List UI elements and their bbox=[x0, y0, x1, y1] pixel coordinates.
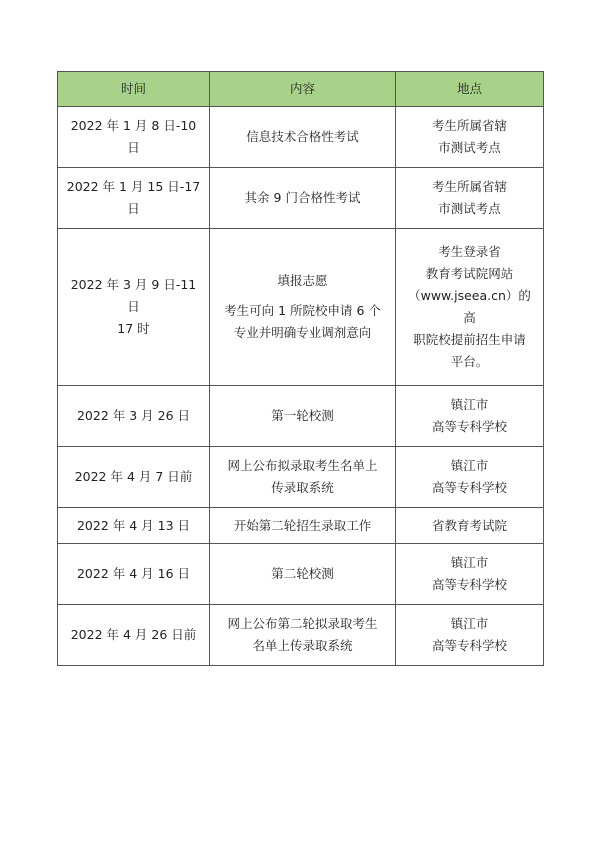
place-text: 镇江市 bbox=[450, 458, 489, 473]
content-text: 网上公布第二轮拟录取考生 bbox=[227, 616, 378, 631]
place-cell bbox=[396, 544, 544, 605]
content-cell bbox=[210, 386, 396, 447]
place-cell bbox=[396, 605, 544, 666]
content-cell bbox=[210, 447, 396, 508]
time-cell bbox=[58, 386, 210, 447]
content-text: 开始第二轮招生录取工作 bbox=[233, 517, 372, 533]
place-cell bbox=[396, 447, 544, 508]
place-cell bbox=[396, 508, 544, 544]
content-cell bbox=[210, 605, 396, 666]
place-text: 高等专科学校 bbox=[431, 419, 507, 434]
place-text: 平台。 bbox=[450, 354, 489, 369]
place-url-text: （www.jseea.cn）的高 bbox=[408, 288, 531, 325]
place-cell bbox=[396, 168, 544, 229]
time-text: 2022 年 4 月 16 日 bbox=[76, 566, 191, 581]
place-cell bbox=[396, 107, 544, 168]
time-cell bbox=[58, 447, 210, 508]
content-text: 第一轮校测 bbox=[271, 408, 334, 423]
place-text: 考生所属省辖 bbox=[431, 118, 507, 133]
content-text: 考生可向 1 所院校申请 6 个 bbox=[224, 303, 381, 318]
table-row bbox=[58, 544, 544, 605]
table-row bbox=[58, 447, 544, 508]
time-cell bbox=[58, 508, 210, 544]
table-row bbox=[58, 168, 544, 229]
time-text: 2022 年 1 月 15 日-17 日 bbox=[66, 179, 201, 216]
content-text: 信息技术合格性考试 bbox=[246, 129, 359, 144]
content-text: 其余 9 门合格性考试 bbox=[244, 190, 361, 205]
time-text: 2022 年 4 月 26 日前 bbox=[70, 627, 197, 642]
place-text: 考生登录省 bbox=[438, 244, 501, 259]
place-text: 高等专科学校 bbox=[431, 577, 507, 592]
table-row bbox=[58, 229, 544, 386]
header-row bbox=[58, 72, 544, 107]
content-text: 名单上传录取系统 bbox=[252, 638, 353, 653]
time-text: 17 时 bbox=[117, 321, 150, 336]
time-cell bbox=[58, 229, 210, 386]
place-text: 省教育考试院 bbox=[431, 517, 507, 533]
place-cell bbox=[396, 229, 544, 386]
time-cell bbox=[58, 168, 210, 229]
time-text: 2022 年 3 月 26 日 bbox=[76, 408, 191, 423]
time-cell bbox=[58, 605, 210, 666]
place-text: 镇江市 bbox=[450, 616, 489, 631]
content-text: 第二轮校测 bbox=[271, 566, 334, 581]
content-text: 网上公布拟录取考生名单上 bbox=[227, 458, 378, 473]
place-cell bbox=[396, 386, 544, 447]
place-text: 市测试考点 bbox=[438, 140, 501, 155]
place-text: 教育考试院网站 bbox=[425, 266, 514, 281]
header-time: 时间 bbox=[58, 72, 210, 107]
place-text: 高等专科学校 bbox=[431, 638, 507, 653]
place-text: 镇江市 bbox=[450, 397, 489, 412]
content-cell bbox=[210, 508, 396, 544]
time-text: 2022 年 4 月 7 日前 bbox=[74, 469, 193, 484]
content-cell bbox=[210, 229, 396, 386]
table-row bbox=[58, 386, 544, 447]
content-cell bbox=[210, 168, 396, 229]
time-text: 2022 年 1 月 8 日-10 日 bbox=[70, 118, 197, 155]
content-cell bbox=[210, 107, 396, 168]
content-text: 专业并明确专业调剂意向 bbox=[233, 325, 372, 340]
place-text: 高等专科学校 bbox=[431, 480, 507, 495]
content-title: 填报志愿 bbox=[277, 273, 328, 288]
table-row bbox=[58, 605, 544, 666]
table-row bbox=[58, 508, 544, 544]
place-text: 考生所属省辖 bbox=[431, 179, 507, 194]
content-text: 传录取系统 bbox=[271, 480, 334, 495]
place-text: 市测试考点 bbox=[438, 201, 501, 216]
content-cell bbox=[210, 544, 396, 605]
header-content: 内容 bbox=[210, 72, 396, 107]
place-text: 职院校提前招生申请 bbox=[413, 332, 526, 347]
schedule-table bbox=[57, 71, 544, 666]
time-text: 2022 年 4 月 13 日 bbox=[76, 517, 191, 533]
table-row bbox=[58, 107, 544, 168]
time-text: 2022 年 3 月 9 日-11 日 bbox=[70, 277, 197, 314]
time-cell bbox=[58, 544, 210, 605]
time-cell bbox=[58, 107, 210, 168]
header-place: 地点 bbox=[396, 72, 544, 107]
place-text: 镇江市 bbox=[450, 555, 489, 570]
